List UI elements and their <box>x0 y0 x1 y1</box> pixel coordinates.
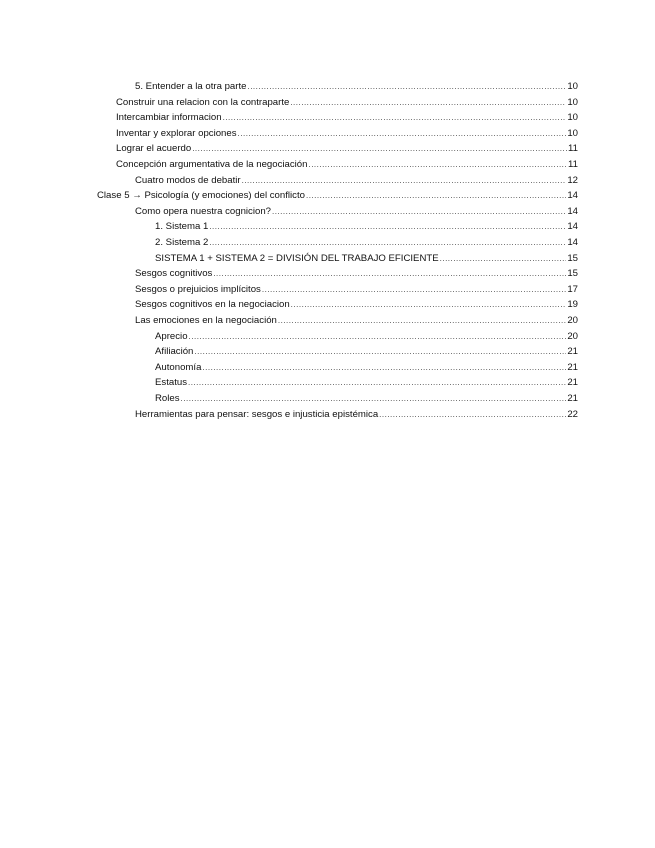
toc-entry[interactable] <box>155 250 578 265</box>
toc-entry-page-number: 21 <box>567 361 578 373</box>
dot-leader <box>379 409 566 421</box>
toc-entry-title: Autonomía <box>155 361 202 373</box>
dot-leader <box>189 331 567 343</box>
toc-entry[interactable] <box>116 125 578 140</box>
toc-entry[interactable] <box>116 94 578 109</box>
toc-entry-title: Herramientas para pensar: sesgos e injusticia epistémica <box>135 408 379 420</box>
toc-entry[interactable] <box>116 140 578 155</box>
toc-entry-page-number: 14 <box>567 221 578 233</box>
toc-entry[interactable] <box>155 374 578 389</box>
toc-entry-title: Sesgos o prejuicios implícitos <box>135 283 261 295</box>
toc-entry-page-number: 21 <box>567 377 578 389</box>
dot-leader <box>194 346 566 358</box>
toc-entry[interactable] <box>135 203 578 218</box>
dot-leader <box>262 284 566 296</box>
toc-entry-title: SISTEMA 1 + SISTEMA 2 = DIVISIÓN DEL TRABAJO EFICIENTE <box>155 252 439 264</box>
toc-entry-title: Como opera nuestra cognicion? <box>135 205 271 217</box>
dot-leader <box>247 81 566 93</box>
toc-entry[interactable] <box>135 296 578 311</box>
toc-entry[interactable] <box>155 343 578 358</box>
toc-entry-title: Estatus <box>155 377 187 389</box>
toc-entry-title: Afiliación <box>155 346 194 358</box>
toc-entry[interactable] <box>155 328 578 343</box>
dot-leader <box>238 128 567 140</box>
dot-leader <box>291 299 567 311</box>
toc-entry[interactable] <box>135 312 578 327</box>
dot-leader <box>440 253 567 265</box>
toc-entry-title: 5. Entender a la otra parte <box>135 81 247 92</box>
toc-entry-page-number: 19 <box>567 299 578 311</box>
toc-entry-page-number: 12 <box>567 174 578 186</box>
toc-entry-title: Sesgos cognitivos <box>135 268 213 280</box>
toc-entry-page-number: 10 <box>567 127 578 139</box>
toc-entry-title: Construir una relacion con la contraparte <box>116 96 290 108</box>
dot-leader <box>306 190 566 202</box>
toc-entry[interactable] <box>135 78 578 93</box>
toc-entry[interactable] <box>135 406 578 421</box>
dot-leader <box>223 112 567 124</box>
toc-entry[interactable] <box>116 109 578 124</box>
toc-entry-page-number: 10 <box>567 112 578 124</box>
toc-entry-page-number: 10 <box>567 96 578 108</box>
toc-entry-page-number: 14 <box>567 190 578 202</box>
toc-entry-title: 2. Sistema 2 <box>155 237 209 248</box>
toc-entry-page-number: 10 <box>567 81 578 92</box>
dot-leader <box>290 97 566 109</box>
toc-entry-title: Cuatro modos de debatir <box>135 174 241 186</box>
toc-entry[interactable] <box>116 156 578 171</box>
toc-entry[interactable] <box>155 359 578 374</box>
dot-leader <box>209 237 566 249</box>
dot-leader <box>278 315 566 327</box>
toc-entry[interactable] <box>135 172 578 187</box>
toc-entry-title: Roles <box>155 393 180 404</box>
toc-entry-page-number: 11 <box>568 159 578 170</box>
toc-entry-title: Sesgos cognitivos en la negociacion <box>135 299 290 311</box>
toc-entry[interactable] <box>155 234 578 249</box>
dot-leader <box>242 175 567 187</box>
toc-entry-title: Lograr el acuerdo <box>116 143 192 155</box>
toc-entry-title: Intercambiar informacion <box>116 112 222 124</box>
toc-entry-page-number: 20 <box>567 315 578 326</box>
toc-entry[interactable] <box>155 218 578 233</box>
dot-leader <box>209 221 566 233</box>
dot-leader <box>181 393 567 405</box>
dot-leader <box>308 159 567 171</box>
toc-entry-page-number: 17 <box>567 283 578 295</box>
toc-entry-page-number: 15 <box>567 268 578 280</box>
toc-entry-title: 1. Sistema 1 <box>155 221 209 233</box>
toc-entry-page-number: 22 <box>567 408 578 420</box>
toc-entry-page-number: 21 <box>567 393 578 404</box>
dot-leader <box>192 143 567 155</box>
toc-entry-page-number: 20 <box>567 330 578 342</box>
toc-entry-title: Concepción argumentativa de la negociación <box>116 159 308 170</box>
toc-entry-title: Las emociones en la negociación <box>135 315 277 326</box>
toc-entry[interactable] <box>97 187 578 202</box>
dot-leader <box>202 362 566 374</box>
toc-entry-page-number: 11 <box>568 143 578 155</box>
toc-entry-title: Clase 5 → Psicología (y emociones) del conflicto <box>97 190 305 202</box>
toc-entry-page-number: 14 <box>567 237 578 248</box>
dot-leader <box>188 377 566 389</box>
toc-entry-page-number: 14 <box>567 205 578 217</box>
toc-entry-page-number: 15 <box>567 252 578 264</box>
toc-entry[interactable] <box>135 281 578 296</box>
toc-entry-title: Inventar y explorar opciones <box>116 127 237 139</box>
toc-entry-title: Aprecio <box>155 330 188 342</box>
toc-entry[interactable] <box>135 265 578 280</box>
dot-leader <box>213 268 566 280</box>
dot-leader <box>272 206 566 218</box>
toc-entry-page-number: 21 <box>567 346 578 358</box>
toc-entry[interactable] <box>155 390 578 405</box>
